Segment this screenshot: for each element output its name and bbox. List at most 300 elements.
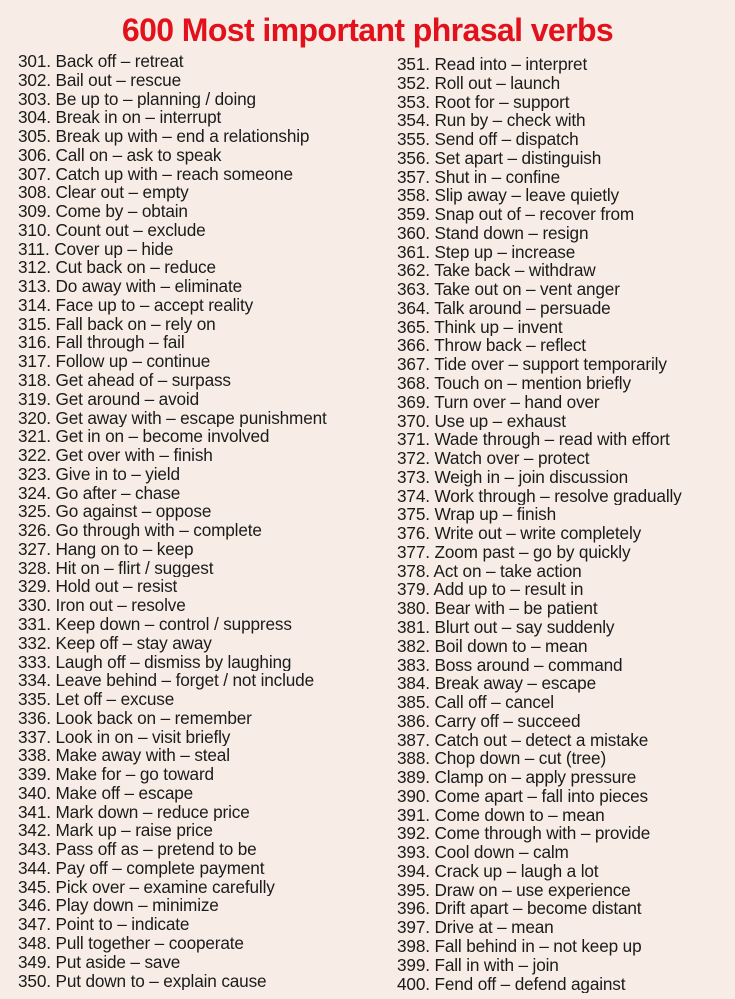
- item-text: Iron out – resolve: [55, 596, 186, 615]
- item-text: Get away with – escape punishment: [55, 408, 327, 428]
- item-text: Read into – interpret: [434, 55, 588, 74]
- list-item: [18, 521, 388, 540]
- item-number: 346.: [18, 896, 51, 916]
- item-text: Write out – write completely: [434, 524, 642, 543]
- list-item: [397, 618, 727, 637]
- list-item: [397, 111, 727, 130]
- list-item: [397, 524, 727, 543]
- item-number: 377.: [397, 542, 430, 562]
- item-text: Follow up – continue: [55, 352, 211, 372]
- item-number: 360.: [397, 223, 430, 243]
- item-number: 316.: [18, 333, 51, 353]
- item-number: 313.: [18, 277, 51, 296]
- list-item: [18, 277, 388, 296]
- list-item: [18, 202, 388, 221]
- item-text: Put down to – explain cause: [55, 971, 267, 991]
- list-item: [18, 634, 388, 653]
- item-number: 336.: [18, 708, 51, 728]
- item-number: 398.: [397, 936, 430, 956]
- item-number: 356.: [397, 148, 430, 168]
- item-text: Break up with – end a relationship: [55, 127, 310, 146]
- item-text: Draw on – use experience: [434, 880, 631, 900]
- item-text: Turn over – hand over: [434, 392, 600, 412]
- item-number: 354.: [397, 111, 430, 131]
- item-number: 348.: [18, 933, 51, 953]
- list-item: [18, 709, 388, 728]
- item-number: 381.: [397, 617, 430, 637]
- item-number: 310.: [18, 220, 51, 240]
- item-number: 343.: [18, 840, 51, 859]
- list-item: [18, 90, 388, 109]
- item-text: Pass off as – pretend to be: [55, 840, 257, 859]
- item-text: Bail out – rescue: [55, 70, 181, 90]
- item-number: 352.: [397, 73, 430, 93]
- item-number: 323.: [18, 464, 51, 484]
- list-item: [397, 824, 727, 843]
- item-number: 383.: [397, 655, 430, 675]
- item-number: 326.: [18, 521, 51, 540]
- list-item: [397, 918, 727, 937]
- item-text: Get over with – finish: [55, 446, 213, 465]
- list-item: [397, 580, 727, 599]
- item-number: 355.: [397, 130, 430, 149]
- list-item: [397, 749, 727, 768]
- item-text: Go through with – complete: [55, 521, 262, 540]
- list-item: [397, 449, 727, 468]
- list-item: [18, 465, 388, 484]
- item-text: Snap out of – recover from: [434, 205, 635, 224]
- item-number: 314.: [18, 295, 51, 315]
- item-text: Crack up – laugh a lot: [434, 861, 599, 881]
- list-item: [18, 728, 388, 747]
- list-item: [18, 577, 388, 596]
- left-column-list: [18, 52, 388, 990]
- list-item: [397, 637, 727, 656]
- item-number: 337.: [18, 727, 51, 747]
- item-number: 305.: [18, 127, 51, 146]
- list-item: [18, 427, 388, 446]
- list-item: [397, 355, 727, 374]
- list-item: [397, 243, 727, 262]
- item-number: 371.: [397, 430, 430, 450]
- item-text: Keep down – control / suppress: [55, 614, 292, 634]
- list-item: [18, 502, 388, 521]
- item-text: Blurt out – say suddenly: [434, 617, 615, 637]
- list-item: [397, 543, 727, 562]
- item-text: Use up – exhaust: [434, 411, 566, 431]
- list-item: [397, 712, 727, 731]
- item-number: 395.: [397, 880, 430, 900]
- item-number: 315.: [18, 314, 51, 334]
- list-item: [18, 784, 388, 803]
- item-text: Send off – dispatch: [434, 130, 579, 149]
- list-item: [397, 412, 727, 431]
- item-number: 367.: [397, 355, 430, 375]
- item-number: 320.: [18, 408, 51, 428]
- item-number: 380.: [397, 599, 430, 618]
- item-number: 397.: [397, 918, 430, 937]
- item-text: Act on – take action: [433, 561, 582, 581]
- item-text: Laugh off – dismiss by laughing: [55, 652, 292, 672]
- list-item: [18, 934, 388, 953]
- item-text: Leave behind – forget / not include: [55, 671, 314, 691]
- item-number: 318.: [18, 371, 51, 390]
- item-text: Look back on – remember: [55, 708, 252, 728]
- item-number: 400.: [397, 974, 430, 994]
- list-item: [18, 540, 388, 559]
- item-text: Drift apart – become distant: [434, 899, 642, 919]
- list-item: [397, 599, 727, 618]
- list-item: [397, 505, 727, 524]
- list-item: [18, 671, 388, 690]
- item-number: 353.: [397, 92, 430, 112]
- list-item: [397, 937, 727, 956]
- item-text: Face up to – accept reality: [55, 295, 254, 315]
- item-number: 385.: [397, 693, 430, 712]
- list-item: [18, 127, 388, 146]
- list-item: [397, 731, 727, 750]
- item-text: Work through – resolve gradually: [434, 486, 682, 506]
- item-number: 306.: [18, 145, 51, 165]
- item-text: Fall through – fail: [55, 333, 185, 353]
- item-number: 365.: [397, 317, 430, 337]
- item-number: 309.: [18, 202, 51, 221]
- item-number: 390.: [397, 786, 430, 806]
- list-item: [18, 296, 388, 315]
- item-number: 363.: [397, 280, 430, 299]
- item-text: Come down to – mean: [434, 805, 605, 825]
- item-text: Boil down to – mean: [434, 636, 588, 656]
- list-item: [397, 806, 727, 825]
- item-text: Tide over – support temporarily: [434, 355, 667, 375]
- list-item: [18, 221, 388, 240]
- item-number: 359.: [397, 205, 430, 224]
- list-item: [18, 653, 388, 672]
- item-number: 301.: [18, 52, 51, 71]
- item-number: 347.: [18, 915, 51, 934]
- list-item: [397, 693, 727, 712]
- item-text: Add up to – result in: [433, 580, 584, 600]
- item-number: 330.: [18, 596, 51, 615]
- item-number: 341.: [18, 802, 51, 822]
- item-number: 322.: [18, 446, 51, 465]
- item-number: 339.: [18, 765, 51, 784]
- item-text: Fall in with – join: [434, 955, 559, 975]
- list-item: [397, 130, 727, 149]
- item-text: Make for – go toward: [55, 765, 214, 784]
- list-item: [18, 559, 388, 578]
- item-number: 388.: [397, 749, 430, 769]
- item-text: Do away with – eliminate: [55, 277, 243, 296]
- item-number: 387.: [397, 730, 430, 750]
- item-number: 321.: [18, 427, 51, 447]
- item-text: Put aside – save: [55, 952, 181, 972]
- list-item: [397, 487, 727, 506]
- item-text: Mark down – reduce price: [55, 802, 250, 822]
- list-item: [18, 52, 388, 71]
- item-number: 366.: [397, 336, 430, 356]
- list-item: [397, 205, 727, 224]
- list-item: [18, 146, 388, 165]
- item-text: Hang on to – keep: [55, 539, 194, 559]
- item-text: Get around – avoid: [55, 389, 199, 409]
- list-item: [397, 975, 727, 994]
- item-number: 303.: [18, 89, 51, 109]
- item-number: 394.: [397, 861, 430, 881]
- item-number: 373.: [397, 467, 430, 487]
- item-text: Clamp on – apply pressure: [434, 768, 637, 787]
- item-text: Be up to – planning / doing: [55, 89, 256, 109]
- item-text: Run by – check with: [434, 111, 586, 131]
- list-item: [18, 896, 388, 915]
- list-item: [18, 71, 388, 90]
- item-number: 329.: [18, 577, 51, 597]
- item-number: 399.: [397, 955, 430, 975]
- list-item: [18, 333, 388, 352]
- list-item: [397, 787, 727, 806]
- list-item: [397, 318, 727, 337]
- item-text: Come apart – fall into pieces: [434, 786, 648, 806]
- list-item: [397, 55, 727, 74]
- item-number: 335.: [18, 690, 51, 709]
- item-number: 393.: [397, 843, 430, 862]
- item-text: Catch up with – reach someone: [55, 164, 293, 184]
- list-item: [397, 862, 727, 881]
- item-text: Hold out – resist: [55, 577, 178, 597]
- item-number: 372.: [397, 449, 430, 468]
- item-text: Cool down – calm: [434, 843, 569, 862]
- list-item: [18, 972, 388, 991]
- list-item: [397, 186, 727, 205]
- item-text: Break in on – interrupt: [55, 108, 222, 128]
- item-number: 362.: [397, 261, 430, 281]
- item-number: 312.: [18, 258, 51, 278]
- item-text: Slip away – leave quietly: [434, 186, 619, 206]
- list-item: [18, 840, 388, 859]
- item-text: Take back – withdraw: [434, 261, 596, 281]
- list-item: [18, 315, 388, 334]
- item-number: 382.: [397, 636, 430, 656]
- item-text: Stand down – resign: [434, 223, 589, 243]
- item-number: 349.: [18, 952, 51, 972]
- list-item: [397, 149, 727, 168]
- list-item: [18, 409, 388, 428]
- list-item: [397, 261, 727, 280]
- item-text: Look in on – visit briefly: [55, 727, 231, 747]
- item-text: Come by – obtain: [55, 202, 188, 221]
- item-number: 319.: [18, 389, 51, 409]
- list-item: [397, 768, 727, 787]
- item-text: Step up – increase: [434, 242, 576, 262]
- item-text: Come through with – provide: [434, 824, 651, 844]
- item-text: Let off – excuse: [55, 690, 175, 709]
- list-item: [397, 74, 727, 93]
- item-text: Give in to – yield: [55, 464, 180, 484]
- list-item: [397, 562, 727, 581]
- item-number: 332.: [18, 633, 51, 653]
- right-column-list: [397, 55, 727, 993]
- item-text: Chop down – cut (tree): [434, 749, 607, 769]
- item-number: 325.: [18, 502, 51, 522]
- item-number: 370.: [397, 411, 430, 431]
- item-number: 376.: [397, 524, 430, 543]
- item-text: Point to – indicate: [55, 915, 190, 934]
- item-text: Count out – exclude: [55, 220, 206, 240]
- item-text: Shut in – confine: [434, 167, 560, 187]
- item-number: 358.: [397, 186, 430, 206]
- item-text: Call off – cancel: [434, 693, 554, 712]
- item-number: 351.: [397, 55, 430, 74]
- list-item: [18, 821, 388, 840]
- list-item: [397, 393, 727, 412]
- list-item: [397, 881, 727, 900]
- item-text: Fall back on – rely on: [55, 314, 216, 334]
- item-number: 364.: [397, 298, 430, 318]
- list-item: [397, 374, 727, 393]
- list-item: [18, 165, 388, 184]
- list-item: [18, 746, 388, 765]
- list-item: [397, 224, 727, 243]
- item-number: 333.: [18, 652, 51, 672]
- list-item: [18, 915, 388, 934]
- list-item: [397, 843, 727, 862]
- item-number: 331.: [18, 614, 51, 634]
- item-text: Pick over – examine carefully: [55, 877, 275, 897]
- item-text: Cover up – hide: [54, 239, 174, 259]
- list-item: [397, 656, 727, 675]
- item-text: Think up – invent: [434, 317, 563, 337]
- item-number: 379.: [397, 580, 430, 600]
- item-number: 357.: [397, 167, 430, 187]
- list-item: [18, 953, 388, 972]
- item-text: Pull together – cooperate: [55, 933, 244, 953]
- item-number: 386.: [397, 711, 430, 731]
- list-item: [18, 258, 388, 277]
- list-item: [397, 899, 727, 918]
- item-text: Keep off – stay away: [55, 633, 212, 653]
- item-text: Root for – support: [434, 92, 570, 112]
- item-number: 327.: [18, 539, 51, 559]
- list-item: [18, 859, 388, 878]
- list-item: [18, 615, 388, 634]
- item-text: Catch out – detect a mistake: [434, 730, 649, 750]
- item-text: Wrap up – finish: [434, 505, 556, 525]
- item-text: Drive at – mean: [434, 918, 554, 937]
- item-text: Weigh in – join discussion: [434, 467, 629, 487]
- list-item: [18, 878, 388, 897]
- item-number: 350.: [18, 971, 51, 991]
- item-text: Play down – minimize: [55, 896, 219, 916]
- item-text: Clear out – empty: [55, 183, 189, 203]
- item-number: 368.: [397, 374, 430, 393]
- item-text: Roll out – launch: [434, 73, 560, 93]
- item-text: Talk around – persuade: [434, 298, 611, 318]
- item-text: Throw back – reflect: [434, 336, 586, 356]
- item-number: 374.: [397, 486, 430, 506]
- item-number: 344.: [18, 858, 51, 878]
- item-text: Take out on – vent anger: [434, 280, 620, 299]
- item-number: 338.: [18, 746, 51, 766]
- list-item: [397, 956, 727, 975]
- item-text: Bear with – be patient: [434, 599, 598, 618]
- item-number: 304.: [18, 108, 51, 128]
- item-number: 307.: [18, 164, 51, 184]
- item-number: 384.: [397, 674, 430, 694]
- item-number: 396.: [397, 899, 430, 919]
- item-text: Pay off – complete payment: [55, 858, 265, 878]
- item-text: Break away – escape: [434, 674, 596, 694]
- item-number: 345.: [18, 877, 51, 897]
- item-text: Fall behind in – not keep up: [434, 936, 642, 956]
- item-number: 302.: [18, 70, 51, 90]
- item-text: Boss around – command: [434, 655, 623, 675]
- item-number: 378.: [397, 561, 430, 581]
- list-item: [397, 168, 727, 187]
- item-number: 342.: [18, 821, 51, 841]
- item-text: Carry off – succeed: [434, 711, 581, 731]
- item-text: Wade through – read with effort: [434, 430, 670, 450]
- list-item: [18, 803, 388, 822]
- list-item: [18, 352, 388, 371]
- item-text: Get ahead of – surpass: [55, 371, 231, 390]
- list-item: [397, 93, 727, 112]
- item-text: Cut back on – reduce: [55, 258, 216, 278]
- item-number: 317.: [18, 352, 51, 372]
- item-text: Back off – retreat: [55, 52, 184, 71]
- item-text: Zoom past – go by quickly: [434, 542, 631, 562]
- item-number: 311.: [18, 239, 50, 259]
- item-number: 340.: [18, 783, 51, 803]
- list-item: [397, 430, 727, 449]
- item-text: Fend off – defend against: [434, 974, 626, 994]
- item-number: 308.: [18, 183, 51, 203]
- list-item: [18, 390, 388, 409]
- item-number: 361.: [397, 242, 430, 262]
- item-text: Set apart – distinguish: [434, 148, 602, 168]
- list-item: [18, 690, 388, 709]
- item-text: Go after – chase: [55, 483, 181, 503]
- list-item: [18, 240, 388, 259]
- list-item: [397, 468, 727, 487]
- item-number: 324.: [18, 483, 51, 503]
- list-item: [397, 674, 727, 693]
- list-item: [397, 336, 727, 355]
- list-item: [18, 108, 388, 127]
- list-item: [18, 596, 388, 615]
- item-text: Get in on – become involved: [55, 427, 270, 447]
- item-text: Touch on – mention briefly: [434, 374, 631, 393]
- list-item: [397, 299, 727, 318]
- list-item: [18, 371, 388, 390]
- item-number: 369.: [397, 392, 430, 412]
- item-number: 375.: [397, 505, 430, 525]
- list-item: [18, 484, 388, 503]
- item-number: 389.: [397, 768, 430, 787]
- list-item: [18, 446, 388, 465]
- item-text: Watch over – protect: [434, 449, 590, 468]
- item-text: Call on – ask to speak: [55, 145, 222, 165]
- item-text: Go against – oppose: [55, 502, 212, 522]
- list-item: [18, 765, 388, 784]
- item-text: Make off – escape: [55, 783, 194, 803]
- list-item: [18, 183, 388, 202]
- item-text: Make away with – steal: [55, 746, 230, 766]
- item-text: Hit on – flirt / suggest: [55, 558, 214, 578]
- item-text: Mark up – raise price: [55, 821, 213, 841]
- item-number: 392.: [397, 824, 430, 844]
- item-number: 328.: [18, 558, 51, 578]
- item-number: 391.: [397, 805, 430, 825]
